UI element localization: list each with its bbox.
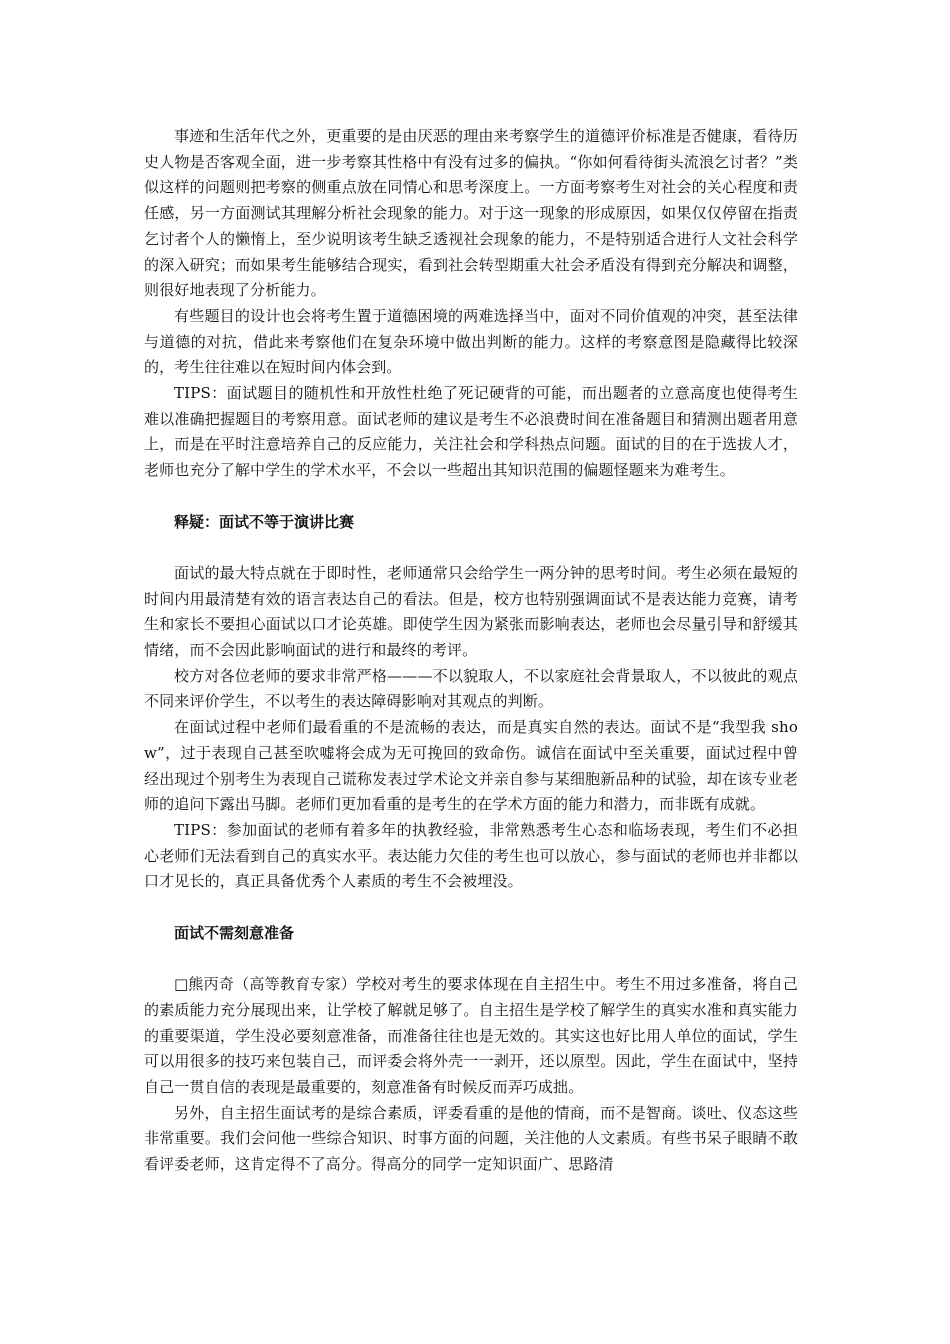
section-heading: 释疑：面试不等于演讲比赛 [174,512,355,531]
section-spacer [144,535,798,561]
tips-paragraph: TIPS：参加面试的老师有着多年的执教经验，非常熟悉考生心态和临场表现，考生们不必担心老师们无法看到自己的真实水平。表达能力欠佳的考生也可以放心，参与面试的老师也并非都以口才见长的，真正具备优秀个人素质的考生不会被埋没。 [144,820,798,891]
body-paragraph: 面试的最大特点就在于即时性，老师通常只会给学生一两分钟的思考时间。考生必须在最短的时间内用最清楚有效的语言表达自己的看法。但是，校方也特别强调面试不是表达能力竞赛，请考生和家长不要担心面试以口才论英雄。即使学生因为紧张而影响表达，老师也会尽量引导和舒缓其情绪，而不会因此影响面试的进行和最终的考评。 [144,563,798,660]
section-spacer [144,895,798,921]
document-page [144,124,798,1178]
body-paragraph: 另外，自主招生面试考的是综合素质，评委看重的是他的情商，而不是智商。谈吐、仪态这些非常重要。我们会问他一些综合知识、时事方面的问题，关注他的人文素质。有些书呆子眼睛不敢看评委老师，这肯定得不了高分。得高分的同学一定知识面广、思路清 [144,1103,798,1174]
body-paragraph: 事迹和生活年代之外，更重要的是由厌恶的理由来考察学生的道德评价标准是否健康，看待历史人物是否客观全面，进一步考察其性格中有没有过多的偏执。“你如何看待街头流浪乞讨者？”类似这样的问题则把考察的侧重点放在同情心和思考深度上。一方面考察考生对社会的关心程度和责任感，另一方面测试其理解分析社会现象的能力。对于这一现象的形成原因，如果仅仅停留在指责乞讨者个人的懒惰上，至少说明该考生缺乏透视社会现象的能力，不是特别适合进行人文社会科学的深入研究；而如果考生能够结合现实，看到社会转型期重大社会矛盾没有得到充分解决和调整，则很好地表现了分析能力。 [144,127,798,300]
section-spacer [144,946,798,972]
body-paragraph: 有些题目的设计也会将考生置于道德困境的两难选择当中，面对不同价值观的冲突，甚至法律与道德的对抗，借此来考察他们在复杂环境中做出判断的能力。这样的考察意图是隐藏得比较深的，考生往往难以在短时间内体会到。 [144,306,798,377]
body-paragraph: 校方对各位老师的要求非常严格———不以貌取人，不以家庭社会背景取人，不以彼此的观点不同来评价学生，不以考生的表达障碍影响对其观点的判断。 [144,666,798,711]
section-spacer [144,484,798,510]
body-paragraph: □熊丙奇（高等教育专家）学校对考生的要求体现在自主招生中。考生不用过多准备，将自己的素质能力充分展现出来，让学校了解就足够了。自主招生是学校了解学生的真实水准和真实能力的重要渠道，学生没必要刻意准备，而准备往往也是无效的。其实这也好比用人单位的面试，学生可以用很多的技巧来包装自己，而评委会将外壳一一剥开，还以原型。因此，学生在面试中，坚持自己一贯自信的表现是最重要的，刻意准备有时候反而弄巧成拙。 [144,975,798,1096]
body-paragraph: 在面试过程中老师们最看重的不是流畅的表达，而是真实自然的表达。面试不是“我型我 show”，过于表现自己甚至吹嘘将会成为无可挽回的致命伤。诚信在面试中至关重要，面试过程中曾经出现过个别考生为表现自己谎称发表过学术论文并亲自参与某细胞新品种的试验，却在该专业老师的追问下露出马脚。老师们更加看重的是考生的在学术方面的能力和潜力，而非既有成就。 [144,718,798,814]
tips-paragraph: TIPS：面试题目的随机性和开放性杜绝了死记硬背的可能，而出题者的立意高度也使得考生难以准确把握题目的考察用意。面试老师的建议是考生不必浪费时间在准备题目和猜测出题者用意上，而是在平时注意培养自己的反应能力，关注社会和学科热点问题。面试的目的在于选拔人才，老师也充分了解中学生的学术水平，不会以一些超出其知识范围的偏题怪题来为难考生。 [144,384,798,480]
section-heading: 面试不需刻意准备 [174,923,295,942]
